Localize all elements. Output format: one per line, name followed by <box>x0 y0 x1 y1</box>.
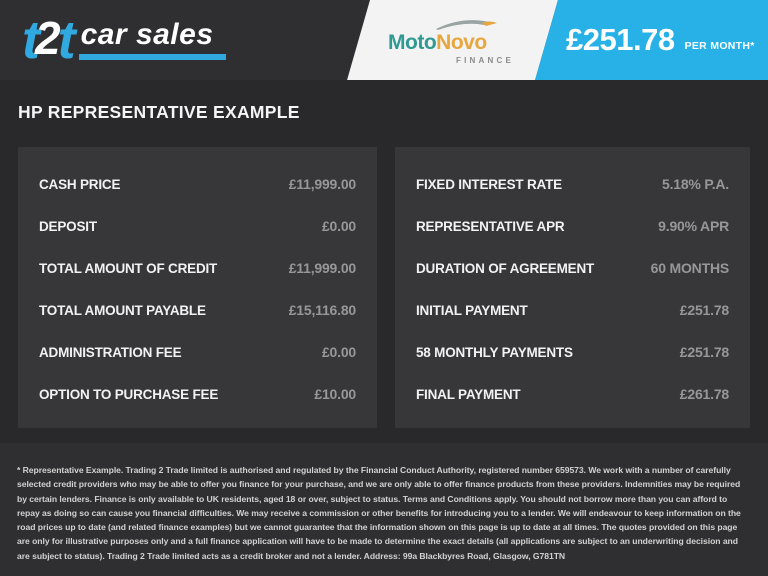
header <box>0 0 768 80</box>
table-row <box>395 289 750 331</box>
disclaimer-text: * Representative Example. Trading 2 Trade limited is authorised and regulated by the Financial Conduct Authority, registered number 659573. We work with a number of carefully selected credit providers who may be able to offer you finance for your purchase, and we are only able to offer finance products from these providers. Indemnities may be required by certain lenders. Finance is only available to UK residents, aged 18 or over, subject to status. Terms and Conditions apply. You should not borrow more than you can afford to repay as doing so can cause you financial difficulties. We may receive a commission or other benefits for introducing you to a lender. We will endeavour to keep information on the road prices up to date (and related finance examples) but we cannot guarantee that the information shown on this page is up to date at all times. The quotes provided on this page are only for illustrative purposes only and a full finance application will have to be made to determine the exact details (all applications are subject to an underwriting decision and are subject to status). Trading 2 Trade limited acts as a credit broker and not a lender. Address: 99a Blackbyres Road, Glasgow, G781TN <box>17 465 741 561</box>
swoosh-icon <box>388 17 518 31</box>
row-value: £15,116.80 <box>288 302 356 318</box>
monthly-price-period: PER MONTH* <box>684 40 755 52</box>
finance-example-main <box>0 80 768 428</box>
table-row <box>18 247 377 289</box>
monthly-price: £251.78 <box>566 22 675 57</box>
table-row <box>395 373 750 415</box>
disclaimer-section <box>0 443 768 576</box>
row-label: OPTION TO PURCHASE FEE <box>39 386 219 402</box>
row-value: £261.78 <box>679 386 729 402</box>
row-label: REPRESENTATIVE APR <box>416 218 565 234</box>
motonovo-logo <box>388 17 518 65</box>
logo-t-right: t <box>57 10 74 70</box>
row-value: £10.00 <box>314 386 356 402</box>
row-value: 60 MONTHS <box>650 260 729 276</box>
table-row <box>395 163 750 205</box>
row-value: £0.00 <box>321 344 356 360</box>
row-label: DURATION OF AGREEMENT <box>416 260 595 276</box>
row-label: TOTAL AMOUNT PAYABLE <box>39 302 206 318</box>
row-label: 58 MONTHLY PAYMENTS <box>416 344 573 360</box>
row-value: £251.78 <box>679 344 729 360</box>
row-label: INITIAL PAYMENT <box>416 302 528 318</box>
table-row <box>18 331 377 373</box>
row-value: 9.90% APR <box>658 218 729 234</box>
table-row <box>395 205 750 247</box>
row-label: FINAL PAYMENT <box>416 386 521 402</box>
row-value: £11,999.00 <box>288 176 356 192</box>
row-value: £11,999.00 <box>288 260 356 276</box>
table-row <box>18 373 377 415</box>
row-label: FIXED INTEREST RATE <box>416 176 562 192</box>
table-row <box>395 331 750 373</box>
row-label: DEPOSIT <box>39 218 97 234</box>
t2t-logo <box>22 0 226 80</box>
row-value: £251.78 <box>679 302 729 318</box>
motonovo-finance-label: FINANCE <box>456 56 514 66</box>
motonovo-wordmark: MotoNovo <box>388 31 487 54</box>
row-label: ADMINISTRATION FEE <box>39 344 182 360</box>
table-row <box>18 163 377 205</box>
page-title: HP REPRESENTATIVE EXAMPLE <box>18 102 300 122</box>
finance-panels <box>18 147 750 428</box>
table-row <box>395 247 750 289</box>
logo-two: 2 <box>34 12 61 64</box>
table-row <box>18 289 377 331</box>
logo-t-left: t <box>22 10 38 70</box>
monthly-price-banner <box>566 0 755 80</box>
row-label: CASH PRICE <box>39 176 121 192</box>
finance-panel-left <box>18 147 377 428</box>
row-label: TOTAL AMOUNT OF CREDIT <box>39 260 218 276</box>
table-row <box>18 205 377 247</box>
row-value: £0.00 <box>321 218 356 234</box>
row-value: 5.18% P.A. <box>661 176 729 192</box>
logo-car-sales: car sales <box>79 20 226 60</box>
finance-panel-right <box>395 147 750 428</box>
